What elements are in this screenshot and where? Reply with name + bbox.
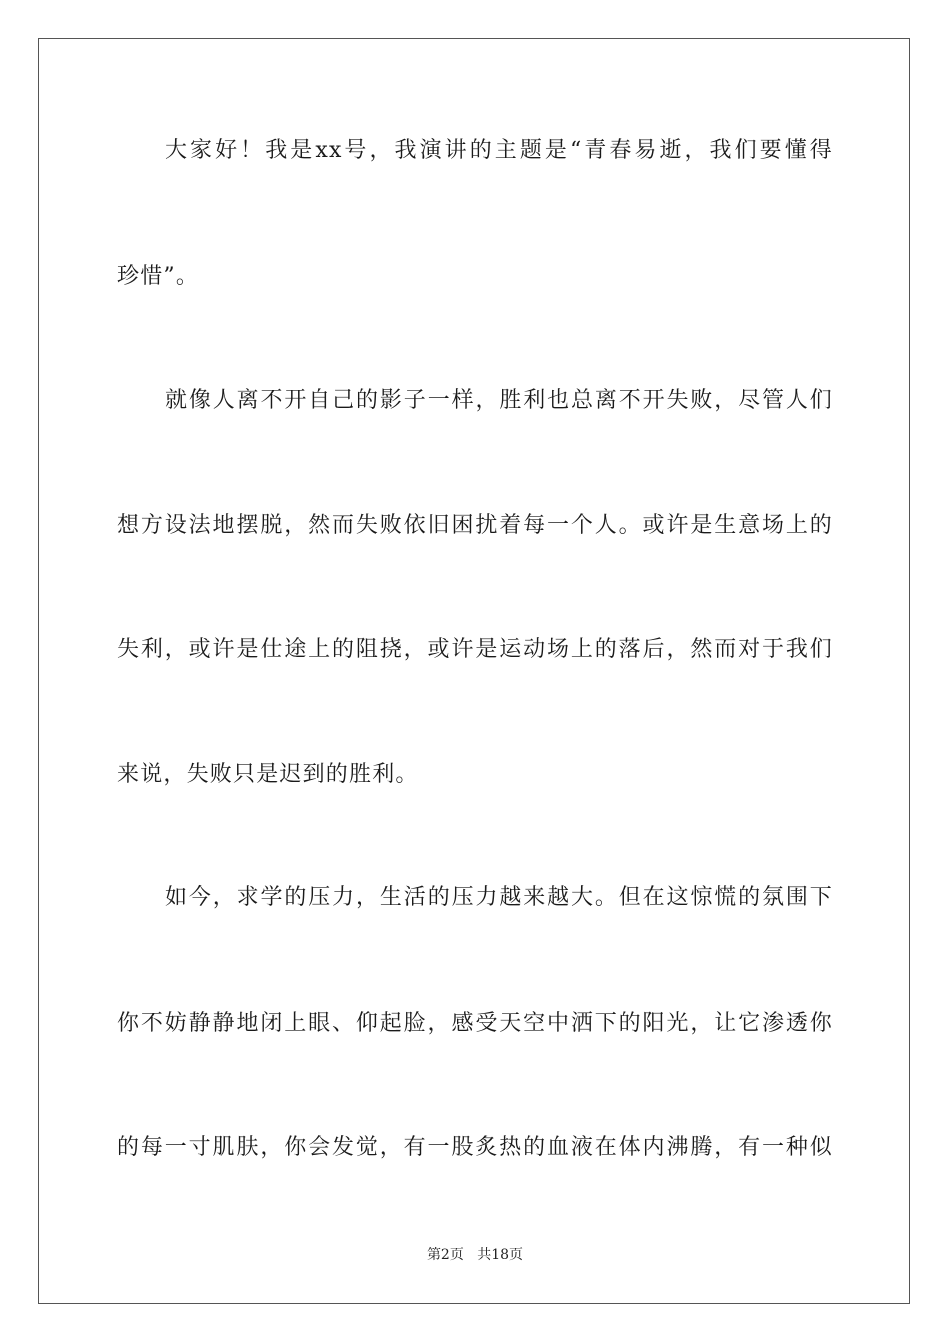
paragraph-1-line-2: 珍惜”。 bbox=[117, 264, 200, 289]
paragraph-2-line-3: 失利，或许是仕途上的阻挠，或许是运动场上的落后，然而对于我们 bbox=[117, 637, 833, 662]
page-footer bbox=[0, 1246, 950, 1264]
paragraph-2-line-4: 来说，失败只是迟到的胜利。 bbox=[117, 762, 419, 787]
paragraph-1-line-1: 大家好！我是xx号，我演讲的主题是“青春易逝，我们要懂得 bbox=[165, 138, 833, 163]
paragraph-3-line-3: 的每一寸肌肤，你会发觉，有一股炙热的血液在体内沸腾，有一种似 bbox=[117, 1135, 833, 1160]
paragraph-3-line-2: 你不妨静静地闭上眼、仰起脸，感受天空中洒下的阳光，让它渗透你 bbox=[117, 1011, 833, 1036]
paragraph-2-line-2: 想方设法地摆脱，然而失败依旧困扰着每一个人。或许是生意场上的 bbox=[117, 513, 833, 538]
total-pages: 共18页 bbox=[477, 1247, 524, 1263]
page-frame bbox=[38, 38, 910, 1304]
paragraph-2-line-1: 就像人离不开自己的影子一样，胜利也总离不开失败，尽管人们 bbox=[165, 388, 833, 413]
page-number: 第2页 bbox=[426, 1247, 464, 1263]
paragraph-3-line-1: 如今，求学的压力，生活的压力越来越大。但在这惊慌的氛围下 bbox=[165, 885, 833, 910]
